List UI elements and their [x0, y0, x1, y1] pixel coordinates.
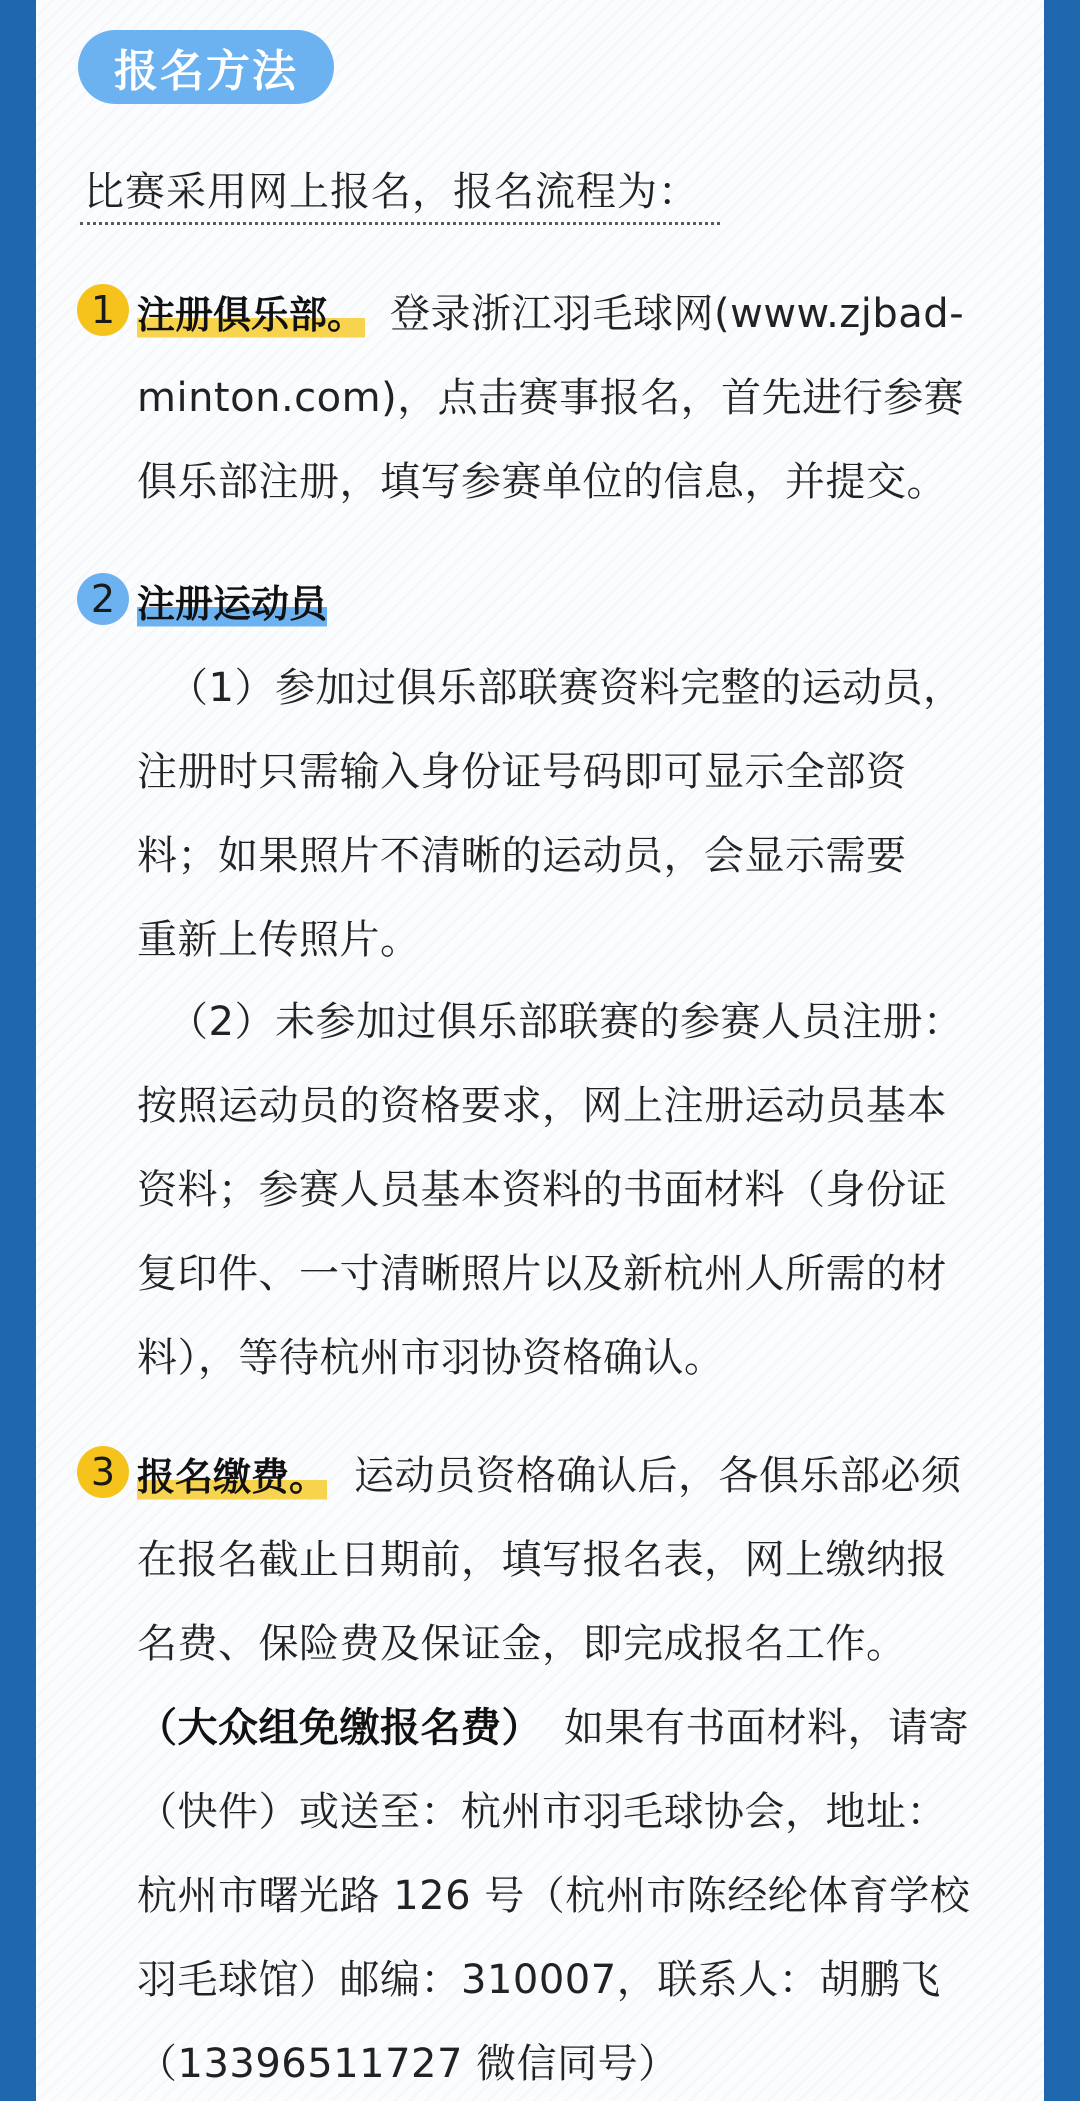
step-3-line: （13396511727 微信同号）: [137, 2041, 679, 2087]
step-number-2: 2: [77, 573, 129, 625]
section-title: 报名方法: [78, 30, 334, 104]
step-2-line: 按照运动员的资格要求，网上注册运动员基本: [137, 1083, 947, 1129]
step-2-line: 资料；参赛人员基本资料的书面材料（身份证: [137, 1167, 947, 1213]
step-3-line: 运动员资格确认后，各俱乐部必须: [354, 1453, 962, 1499]
step-heading-1: 注册俱乐部。: [137, 284, 365, 341]
step-3-line: 如果有书面材料，请寄: [564, 1705, 969, 1751]
step-heading-2: 注册运动员: [137, 573, 327, 630]
step-3-bold-note: （大众组免缴报名费）: [137, 1705, 542, 1751]
step-1-line: 俱乐部注册，填写参赛单位的信息，并提交。: [137, 459, 947, 505]
step-3-line: （快件）或送至：杭州市羽毛球协会，地址：: [137, 1789, 947, 1835]
content-card: [36, 0, 1044, 2101]
step-2-line: 复印件、一寸清晰照片以及新杭州人所需的材: [137, 1251, 947, 1297]
step-3-line: 杭州市曙光路 126 号（杭州市陈经纶体育学校: [137, 1873, 971, 1919]
step-2-line: 料），等待杭州市羽协资格确认。: [137, 1335, 725, 1381]
step-number-3: 3: [77, 1446, 129, 1498]
step-2-line: 重新上传照片。: [137, 917, 421, 963]
step-2-line: （1）参加过俱乐部联赛资料完整的运动员，: [168, 665, 964, 711]
dotted-divider: [80, 222, 720, 225]
step-1-line: 登录浙江羽毛球网(www.zjbad-: [390, 291, 965, 337]
step-2-line: 料；如果照片不清晰的运动员，会显示需要: [137, 833, 907, 879]
step-number-1: 1: [77, 284, 129, 336]
step-1-line: minton.com)，点击赛事报名，首先进行参赛: [137, 375, 965, 421]
step-3-line: 名费、保险费及保证金，即完成报名工作。: [137, 1621, 907, 1667]
step-3-line: 在报名截止日期前，填写报名表，网上缴纳报: [137, 1537, 947, 1583]
step-2-line: 注册时只需输入身份证号码即可显示全部资: [137, 749, 907, 795]
step-heading-3: 报名缴费。: [137, 1446, 327, 1503]
step-3-line: 羽毛球馆）邮编：310007，联系人：胡鹏飞: [137, 1957, 941, 2003]
step-2-line: （2）未参加过俱乐部联赛的参赛人员注册：: [168, 999, 964, 1045]
intro-text: 比赛采用网上报名，报名流程为：: [84, 169, 699, 215]
